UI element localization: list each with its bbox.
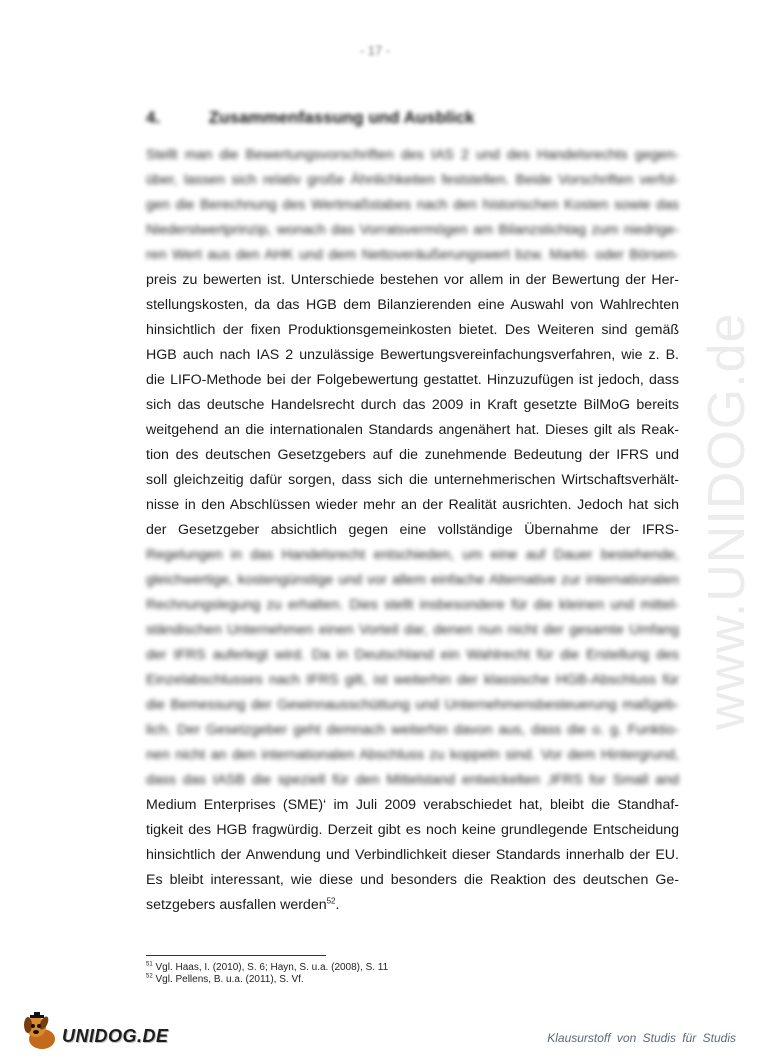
text-line: die LIFO-Methode bei der Folgebewertung gestattet. Hinzuzufügen ist jedoch, dass [146,372,679,388]
footnote-divider [146,955,326,956]
text-line: die Bemessung der Gewinnausschüttung und Unternehmensbesteuerung maßgeb- [146,697,679,713]
section-number: 4. [146,108,161,127]
body-text [146,143,679,918]
text-line: dass das IASB die speziell für den Mittelstand entwickelten ‚IFRS for Small and [146,772,679,788]
text-line: hinsichtlich der fixen Produktionsgemeinkosten bietet. Des Weiteren sind gemäß [146,322,679,338]
logo-text: UNIDOG.DE [62,1026,169,1046]
text-line: Es bleibt interessant, wie diese und besonders die Reaktion des deutschen Ge- [146,872,679,888]
text-line: preis zu bewerten ist. Unterschiede bestehen vor allem in der Bewertung der Her- [146,272,679,288]
footnote-52: $^{52}$ Vgl. Pellens, B. u.a. (2011), S. Vf. [146,973,304,985]
footnotes [146,962,388,986]
text-line: tion des deutschen Gesetzgebers auf die zunehmende Bedeutung der IFRS und [146,447,679,463]
text-line: gen die Berechnung des Wertmaßstabes nach den historischen Kosten sowie das [146,197,679,213]
text-line: Einzelabschlusses nach IFRS gilt, ist weiterhin der klassische HGB-Abschluss für [146,672,679,688]
text-line: stellungskosten, da das HGB dem Bilanzierenden eine Auswahl von Wahlrechten [146,297,679,313]
text-line: tigkeit des HGB fragwürdig. Derzeit gibt es noch keine grundlegende Entscheidung [146,822,679,838]
dog-mascot-icon [20,1012,62,1052]
text-line: ren Wert aus den AHK und dem Nettoveräußerungswert bzw. Markt- oder Börsen- [146,247,679,263]
text-line: HGB auch nach IAS 2 unzulässige Bewertungsvereinfachungsverfahren, wie z. B. [146,347,679,363]
footnote-ref: 52 [326,896,336,906]
unidog-logo [20,1012,169,1052]
text-line: soll gleichzeitig dafür sorgen, dass sich die unternehmerischen Wirtschaftsverhält- [146,472,679,488]
text-line: sich das deutsche Handelsrecht durch das 2009 in Kraft gesetzte BilMoG bereits [146,397,679,413]
text-line: hinsichtlich der Anwendung und Verbindlichkeit dieser Standards innerhalb der EU. [146,847,679,863]
text-line: gleichwertige, kostengünstige und vor allem einfache Alternative zur internationalen [146,572,679,588]
text-line: über, lassen sich relativ große Ähnlichkeiten feststellen. Beide Vorschriften verfol- [146,172,679,188]
text-line: Regelungen in das Handelsrecht entschieden, um eine auf Dauer bestehende, [146,547,679,563]
text-line: nen nicht an den internationalen Abschluss zu koppeln sind. Vor dem Hintergrund, [146,747,679,763]
text-line: ständischen Unternehmen einen Vorteil dar, denen nun nicht der gesamte Umfang [146,622,679,638]
page-number: - 17 - [359,43,391,58]
text-line: der Gesetzgeber absichtlich gegen eine vollständige Übernahme der IFRS- [146,522,679,538]
section-heading [146,108,474,128]
footnote-51: $^{51}$ Vgl. Haas, I. (2010), S. 6; Hayn, S. u.a. (2008), S. 11 [146,961,389,973]
section-title: Zusammenfassung und Ausblick [208,108,475,127]
text-line: der IFRS auferlegt wird. Da in Deutschland ein Wahlrecht für die Erstellung des [146,647,679,663]
text-line: Niederstwertprinzip, wonach das Vorratsvermögen am Bilanzstichtag zum niedrige- [146,222,679,238]
text-line: lich. Der Gesetzgeber geht demnach weiterhin davon aus, dass die o. g. Funktio- [146,722,679,738]
text-line: weitgehend an die internationalen Standards angenähert hat. Dieses gilt als Reak- [146,422,679,438]
text-line: Rechnungslegung zu erhalten. Dies stellt insbesondere für die kleinen und mittel- [146,597,679,613]
tagline: Klausurstoff von Studis für Studis [547,1031,736,1045]
text-line: setzgebers ausfallen werden$^{52}$. [146,896,340,913]
text-line: nisse in den Abschlüssen wieder mehr an der Realität ausrichten. Jedoch hat sich [146,497,679,513]
text-line: Stellt man die Bewertungsvorschriften des IAS 2 und des Handelsrechts gegen- [146,147,679,163]
text-line: Medium Enterprises (SME)‘ im Juli 2009 verabschiedet hat, bleibt die Standhaf- [146,797,679,813]
